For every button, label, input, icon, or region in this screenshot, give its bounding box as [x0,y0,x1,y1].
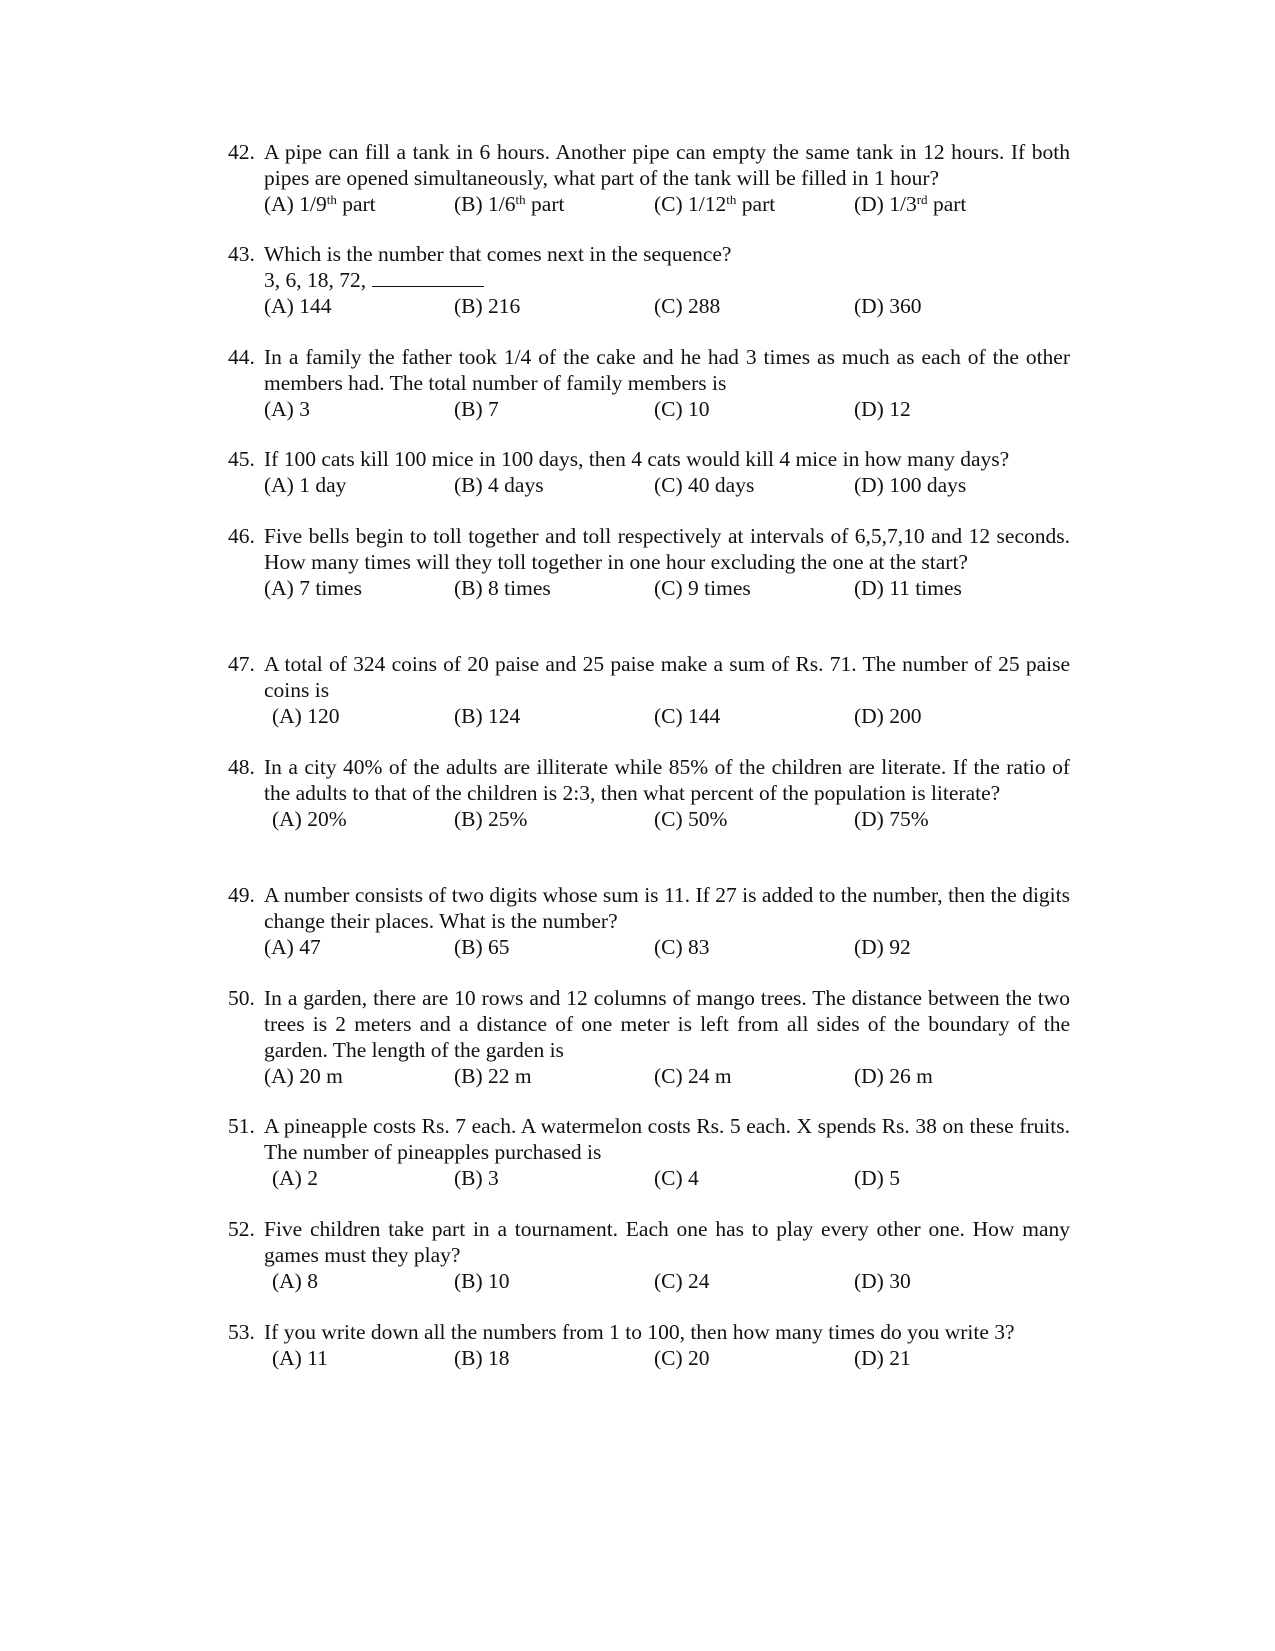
question-number: 53. [228,1320,255,1344]
option-a: (A) 7 times [264,576,362,600]
options-row [228,703,1070,729]
option-d: (D) 26 m [854,1064,933,1088]
question-52 [228,1216,1070,1294]
question-number: 47. [228,652,255,676]
option-c: (C) 50% [654,807,728,831]
question-number: 46. [228,524,255,548]
question-44 [228,344,1070,422]
question-text: In a city 40% of the adults are illiterate while 85% of the children are literate. If the ratio of the adults to that of the children is 2:3, then what percent of the population is literate? [264,755,1070,805]
question-number: 49. [228,883,255,907]
question-number: 44. [228,345,255,369]
options-row [228,396,1070,422]
options-row [228,1268,1070,1294]
option-d: (D) 30 [854,1269,911,1293]
options-row [228,472,1070,498]
option-b: (B) 1/6th part [454,191,565,216]
option-b: (B) 7 [454,397,499,421]
question-43 [228,241,1070,319]
option-c: (C) 24 [654,1269,710,1293]
option-d: (D) 11 times [854,576,962,600]
option-d: (D) 100 days [854,473,967,497]
option-a: (A) 120 [272,704,340,728]
question-text: Five children take part in a tournament. Each one has to play every other one. How many games must they play? [264,1217,1070,1267]
option-d: (D) 200 [854,704,922,728]
question-46 [228,523,1070,601]
option-b: (B) 65 [454,935,510,959]
option-c: (C) 10 [654,397,710,421]
option-c: (C) 40 days [654,473,755,497]
question-text: A pipe can fill a tank in 6 hours. Another pipe can empty the same tank in 12 hours. If both pipes are opened simultaneously, what part of the tank will be filled in 1 hour? [264,140,1070,190]
question-number: 52. [228,1217,255,1241]
option-a: (A) 47 [264,935,321,959]
option-c: (C) 4 [654,1166,699,1190]
question-number: 42. [228,140,255,164]
option-d: (D) 360 [854,294,922,318]
question-42 [228,139,1070,217]
option-b: (B) 25% [454,807,528,831]
question-text: If you write down all the numbers from 1 to 100, then how many times do you write 3? [264,1320,1015,1344]
question-text: In a garden, there are 10 rows and 12 columns of mango trees. The distance between the two trees is 2 meters and a distance of one meter is left from all sides of the boundary of the garden. The length of the garden is [264,986,1070,1062]
question-53 [228,1319,1070,1371]
option-a: (A) 1/9th part [264,191,376,216]
options-row [228,191,1070,217]
question-number: 50. [228,986,255,1010]
option-d: (D) 12 [854,397,911,421]
options-row [228,293,1070,319]
question-45 [228,446,1070,498]
option-a: (A) 144 [264,294,332,318]
option-b: (B) 124 [454,704,521,728]
question-47 [228,651,1070,729]
option-a: (A) 20% [272,807,347,831]
option-b: (B) 216 [454,294,521,318]
option-a: (A) 11 [272,1346,328,1370]
question-text: A total of 324 coins of 20 paise and 25 paise make a sum of Rs. 71. The number of 25 paise coins is [264,652,1070,702]
question-text: A number consists of two digits whose sum is 11. If 27 is added to the number, then the digits change their places. What is the number? [264,883,1070,933]
answer-blank [372,268,484,287]
options-row [228,575,1070,601]
option-c: (C) 9 times [654,576,751,600]
question-number: 43. [228,242,255,266]
option-a: (A) 8 [272,1269,318,1293]
option-d: (D) 1/3rd part [854,191,967,216]
options-row [228,806,1070,832]
question-48 [228,754,1070,832]
question-text: In a family the father took 1/4 of the cake and he had 3 times as much as each of the other members had. The total number of family members is [264,345,1070,395]
sequence-line: 3, 6, 18, 72, [228,267,1070,293]
question-49 [228,882,1070,960]
options-row [228,934,1070,960]
option-d: (D) 5 [854,1166,900,1190]
option-d: (D) 21 [854,1346,911,1370]
question-text: If 100 cats kill 100 mice in 100 days, then 4 cats would kill 4 mice in how many days? [264,447,1010,471]
question-text: Five bells begin to toll together and toll respectively at intervals of 6,5,7,10 and 12 seconds. How many times will they toll together in one hour excluding the one at the start? [264,524,1070,574]
question-number: 51. [228,1114,255,1138]
question-number: 48. [228,755,255,779]
option-b: (B) 18 [454,1346,510,1370]
option-d: (D) 92 [854,935,911,959]
option-b: (B) 4 days [454,473,544,497]
option-b: (B) 8 times [454,576,551,600]
option-b: (B) 3 [454,1166,499,1190]
option-c: (C) 83 [654,935,710,959]
option-a: (A) 20 m [264,1064,343,1088]
option-c: (C) 24 m [654,1064,732,1088]
option-c: (C) 20 [654,1346,710,1370]
options-row [228,1345,1070,1371]
question-51 [228,1113,1070,1191]
option-a: (A) 3 [264,397,310,421]
option-c: (C) 144 [654,704,721,728]
option-b: (B) 10 [454,1269,510,1293]
option-c: (C) 288 [654,294,721,318]
option-b: (B) 22 m [454,1064,532,1088]
option-d: (D) 75% [854,807,929,831]
options-row [228,1165,1070,1191]
options-row [228,1063,1070,1089]
question-text: A pineapple costs Rs. 7 each. A watermelon costs Rs. 5 each. X spends Rs. 38 on these fruits. The number of pineapples purchased is [264,1114,1070,1164]
question-50 [228,985,1070,1089]
question-text: Which is the number that comes next in the sequence? [264,242,732,266]
question-number: 45. [228,447,255,471]
option-c: (C) 1/12th part [654,191,776,216]
option-a: (A) 2 [272,1166,318,1190]
option-a: (A) 1 day [264,473,347,497]
